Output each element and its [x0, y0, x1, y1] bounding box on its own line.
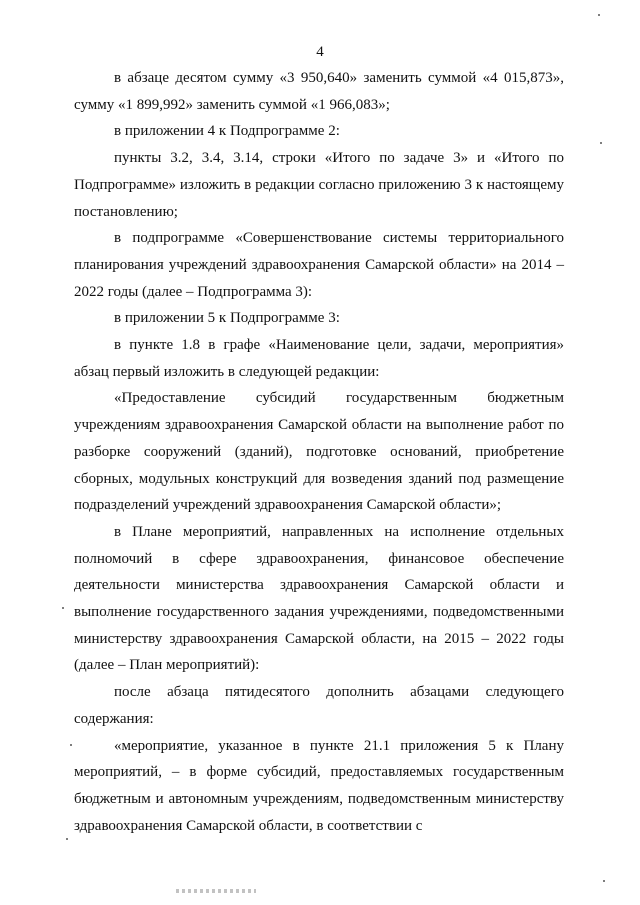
document-body [74, 65, 564, 839]
scan-speck [70, 744, 72, 746]
paragraph-8: в Плане мероприятий, направленных на исполнение отдельных полномочий в сфере здравоохранения, финансовое обеспечение деятельности министерства здравоохранения Самарской области и выполнение государственного задания учреждениями, подведомственными министерству здравоохранения Самарской области, на 2015 – 2022 годы (далее – План мероприятий): [74, 523, 564, 674]
paragraph-7: «Предоставление субсидий государственным бюджетным учреждениям здравоохранения Самарской области на выполнение работ по разборке сооружений (зданий), подготовке оснований, приобретение сборных, модульных конструкций для возведения зданий под размещение подразделений учреждений здравоохранения Самарской области»; [74, 390, 564, 514]
paragraph-3: пункты 3.2, 3.4, 3.14, строки «Итого по задаче 3» и «Итого по Подпрограмме» изложить в редакции согласно приложению 3 к настоящему постановлению; [74, 150, 564, 220]
scan-speck [66, 838, 68, 840]
page-number: 4 [316, 44, 324, 60]
paragraph-6: в пункте 1.8 в графе «Наименование цели, задачи, мероприятия» абзац первый изложить в следующей редакции: [74, 337, 564, 380]
paragraph-2: в приложении 4 к Подпрограмме 2: [114, 123, 340, 140]
paragraph-10: «мероприятие, указанное в пункте 21.1 приложения 5 к Плану мероприятий, – в форме субсидий, предоставляемых государственным бюджетным и автономным учреждениям, подведомственным министерству здравоохранения Самарской области, в соответствии с [74, 737, 564, 834]
scan-speck [603, 880, 605, 882]
paragraph-4: в подпрограмме «Совершенствование системы территориального планирования учреждений здравоохранения Самарской области» на 2014 – 2022 годы (далее – Подпрограмма 3): [74, 230, 564, 300]
paragraph-1: в абзаце десятом сумму «3 950,640» заменить суммой «4 015,873», сумму «1 899,992» заменить суммой «1 966,083»; [74, 70, 564, 113]
scan-speck [598, 14, 600, 16]
scan-speck [600, 142, 602, 144]
scan-speck [62, 607, 64, 609]
paragraph-9: после абзаца пятидесятого дополнить абзацами следующего содержания: [74, 684, 564, 727]
scan-smudge [176, 889, 256, 893]
paragraph-5: в приложении 5 к Подпрограмме 3: [114, 310, 340, 327]
